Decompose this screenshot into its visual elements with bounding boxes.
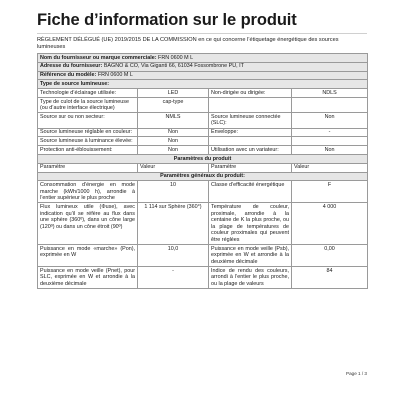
table-row bbox=[38, 267, 368, 289]
document-page bbox=[37, 10, 367, 289]
type-value: LED bbox=[138, 89, 209, 98]
model-value: FRN 0600 M L bbox=[97, 72, 133, 79]
type-label: Source sur ou non secteur: bbox=[38, 113, 138, 128]
param-label: Classe d’efficacité énergétique bbox=[209, 181, 292, 203]
type-label: Technologie d’éclairage utilisée: bbox=[38, 89, 138, 98]
type-label: Source lumineuse réglable en couleur: bbox=[38, 128, 138, 137]
page-number: Page 1 / 3 bbox=[346, 371, 367, 376]
type-value: - bbox=[292, 128, 368, 137]
table-row bbox=[38, 203, 368, 245]
general-header: Paramètres généraux du produit: bbox=[38, 172, 368, 181]
type-value: NMLS bbox=[138, 113, 209, 128]
table-row bbox=[38, 146, 368, 155]
param-value: 84 bbox=[292, 267, 368, 289]
type-label: Source lumineuse connectée (SLC): bbox=[209, 113, 292, 128]
param-value: 1 114 sur Sphère (360°) bbox=[138, 203, 209, 245]
info-table bbox=[37, 53, 368, 289]
type-value bbox=[292, 137, 368, 146]
param-value: 4 000 bbox=[292, 203, 368, 245]
type-value: Non bbox=[138, 146, 209, 155]
params-header: Paramètres du produit bbox=[38, 155, 368, 164]
type-label: Non-dirigée ou dirigée: bbox=[209, 89, 292, 98]
column-header-row bbox=[38, 163, 368, 172]
table-row bbox=[38, 113, 368, 128]
type-header: Type de source lumineuse: bbox=[38, 80, 368, 89]
param-label: Flux lumineux utile (Φuse), avec indication qu’il se réfère au flux dans une sphère (360º), dans un cône large (120º) ou dans un cône étroit (90º) bbox=[38, 203, 138, 245]
param-value: - bbox=[138, 267, 209, 289]
type-value: NDLS bbox=[292, 89, 368, 98]
param-label: Puissance en mode «marche» (Pon), exprimée en W bbox=[38, 245, 138, 267]
table-row bbox=[38, 97, 368, 112]
param-value: F bbox=[292, 181, 368, 203]
param-value: 10 bbox=[138, 181, 209, 203]
type-value bbox=[292, 97, 368, 112]
type-value: Non bbox=[292, 113, 368, 128]
value-column-header: Valeur bbox=[292, 163, 368, 172]
page-title: Fiche d’information sur le produit bbox=[37, 10, 367, 34]
param-label: Température de couleur, proximale, arrondie à la centaine de K la plus proche, ou la plage de températures de couleur proximales qui peuvent être réglées bbox=[209, 203, 292, 245]
param-value: 10,0 bbox=[138, 245, 209, 267]
general-header-row bbox=[38, 172, 368, 181]
supplier-value: FRN 0600 M L bbox=[158, 54, 194, 61]
type-label: Protection anti-éblouissement: bbox=[38, 146, 138, 155]
type-value: cap-type bbox=[138, 97, 209, 112]
params-header-row bbox=[38, 155, 368, 164]
table-row bbox=[38, 128, 368, 137]
param-label: Puissance en mode veille (Pnet), pour SLC, exprimée en W et arrondie à la deuxième décimale bbox=[38, 267, 138, 289]
address-label: Adresse du fournisseur: bbox=[40, 63, 103, 70]
address-row bbox=[38, 62, 368, 71]
param-label: Indice de rendu des couleurs, arrondi à l’entier le plus proche, ou la plage de valeurs bbox=[209, 267, 292, 289]
type-value: Non bbox=[138, 128, 209, 137]
type-label: Type de culot de la source lumineuse (ou d’autre interface électrique) bbox=[38, 97, 138, 112]
type-label: Source lumineuse à luminance élevée: bbox=[38, 137, 138, 146]
type-value: Non bbox=[138, 137, 209, 146]
type-label: Enveloppe: bbox=[209, 128, 292, 137]
table-row bbox=[38, 137, 368, 146]
table-row bbox=[38, 245, 368, 267]
supplier-row bbox=[38, 54, 368, 63]
type-label bbox=[209, 97, 292, 112]
value-column-header: Valeur bbox=[138, 163, 209, 172]
param-column-header: Paramètre bbox=[38, 163, 138, 172]
table-row bbox=[38, 181, 368, 203]
model-row bbox=[38, 71, 368, 80]
param-column-header: Paramètre bbox=[209, 163, 292, 172]
type-value: Non bbox=[292, 146, 368, 155]
table-row bbox=[38, 89, 368, 98]
param-label: Consommation d’énergie en mode marche (kWh/1000 h), arrondie à l’entier supérieur le plus proche bbox=[38, 181, 138, 203]
address-value: BAGNO & CO, Via Giganti 66, 61034 Fossombrone PU, IT bbox=[103, 63, 244, 70]
regulation-intro: RÈGLEMENT DÉLÉGUÉ (UE) 2019/2015 DE LA COMMISSION en ce qui concerne l’étiquetage énergétique des sources lumineuses bbox=[37, 37, 339, 50]
supplier-label: Nom du fournisseur ou marque commerciale: bbox=[40, 54, 157, 61]
param-label: Puissance en mode veille (Psb), exprimée en W et arrondie à la deuxième décimale bbox=[209, 245, 292, 267]
type-header-row bbox=[38, 80, 368, 89]
param-value: 0,00 bbox=[292, 245, 368, 267]
type-label: Utilisation avec un variateur: bbox=[209, 146, 292, 155]
model-label: Référence du modèle: bbox=[40, 72, 97, 79]
type-label bbox=[209, 137, 292, 146]
